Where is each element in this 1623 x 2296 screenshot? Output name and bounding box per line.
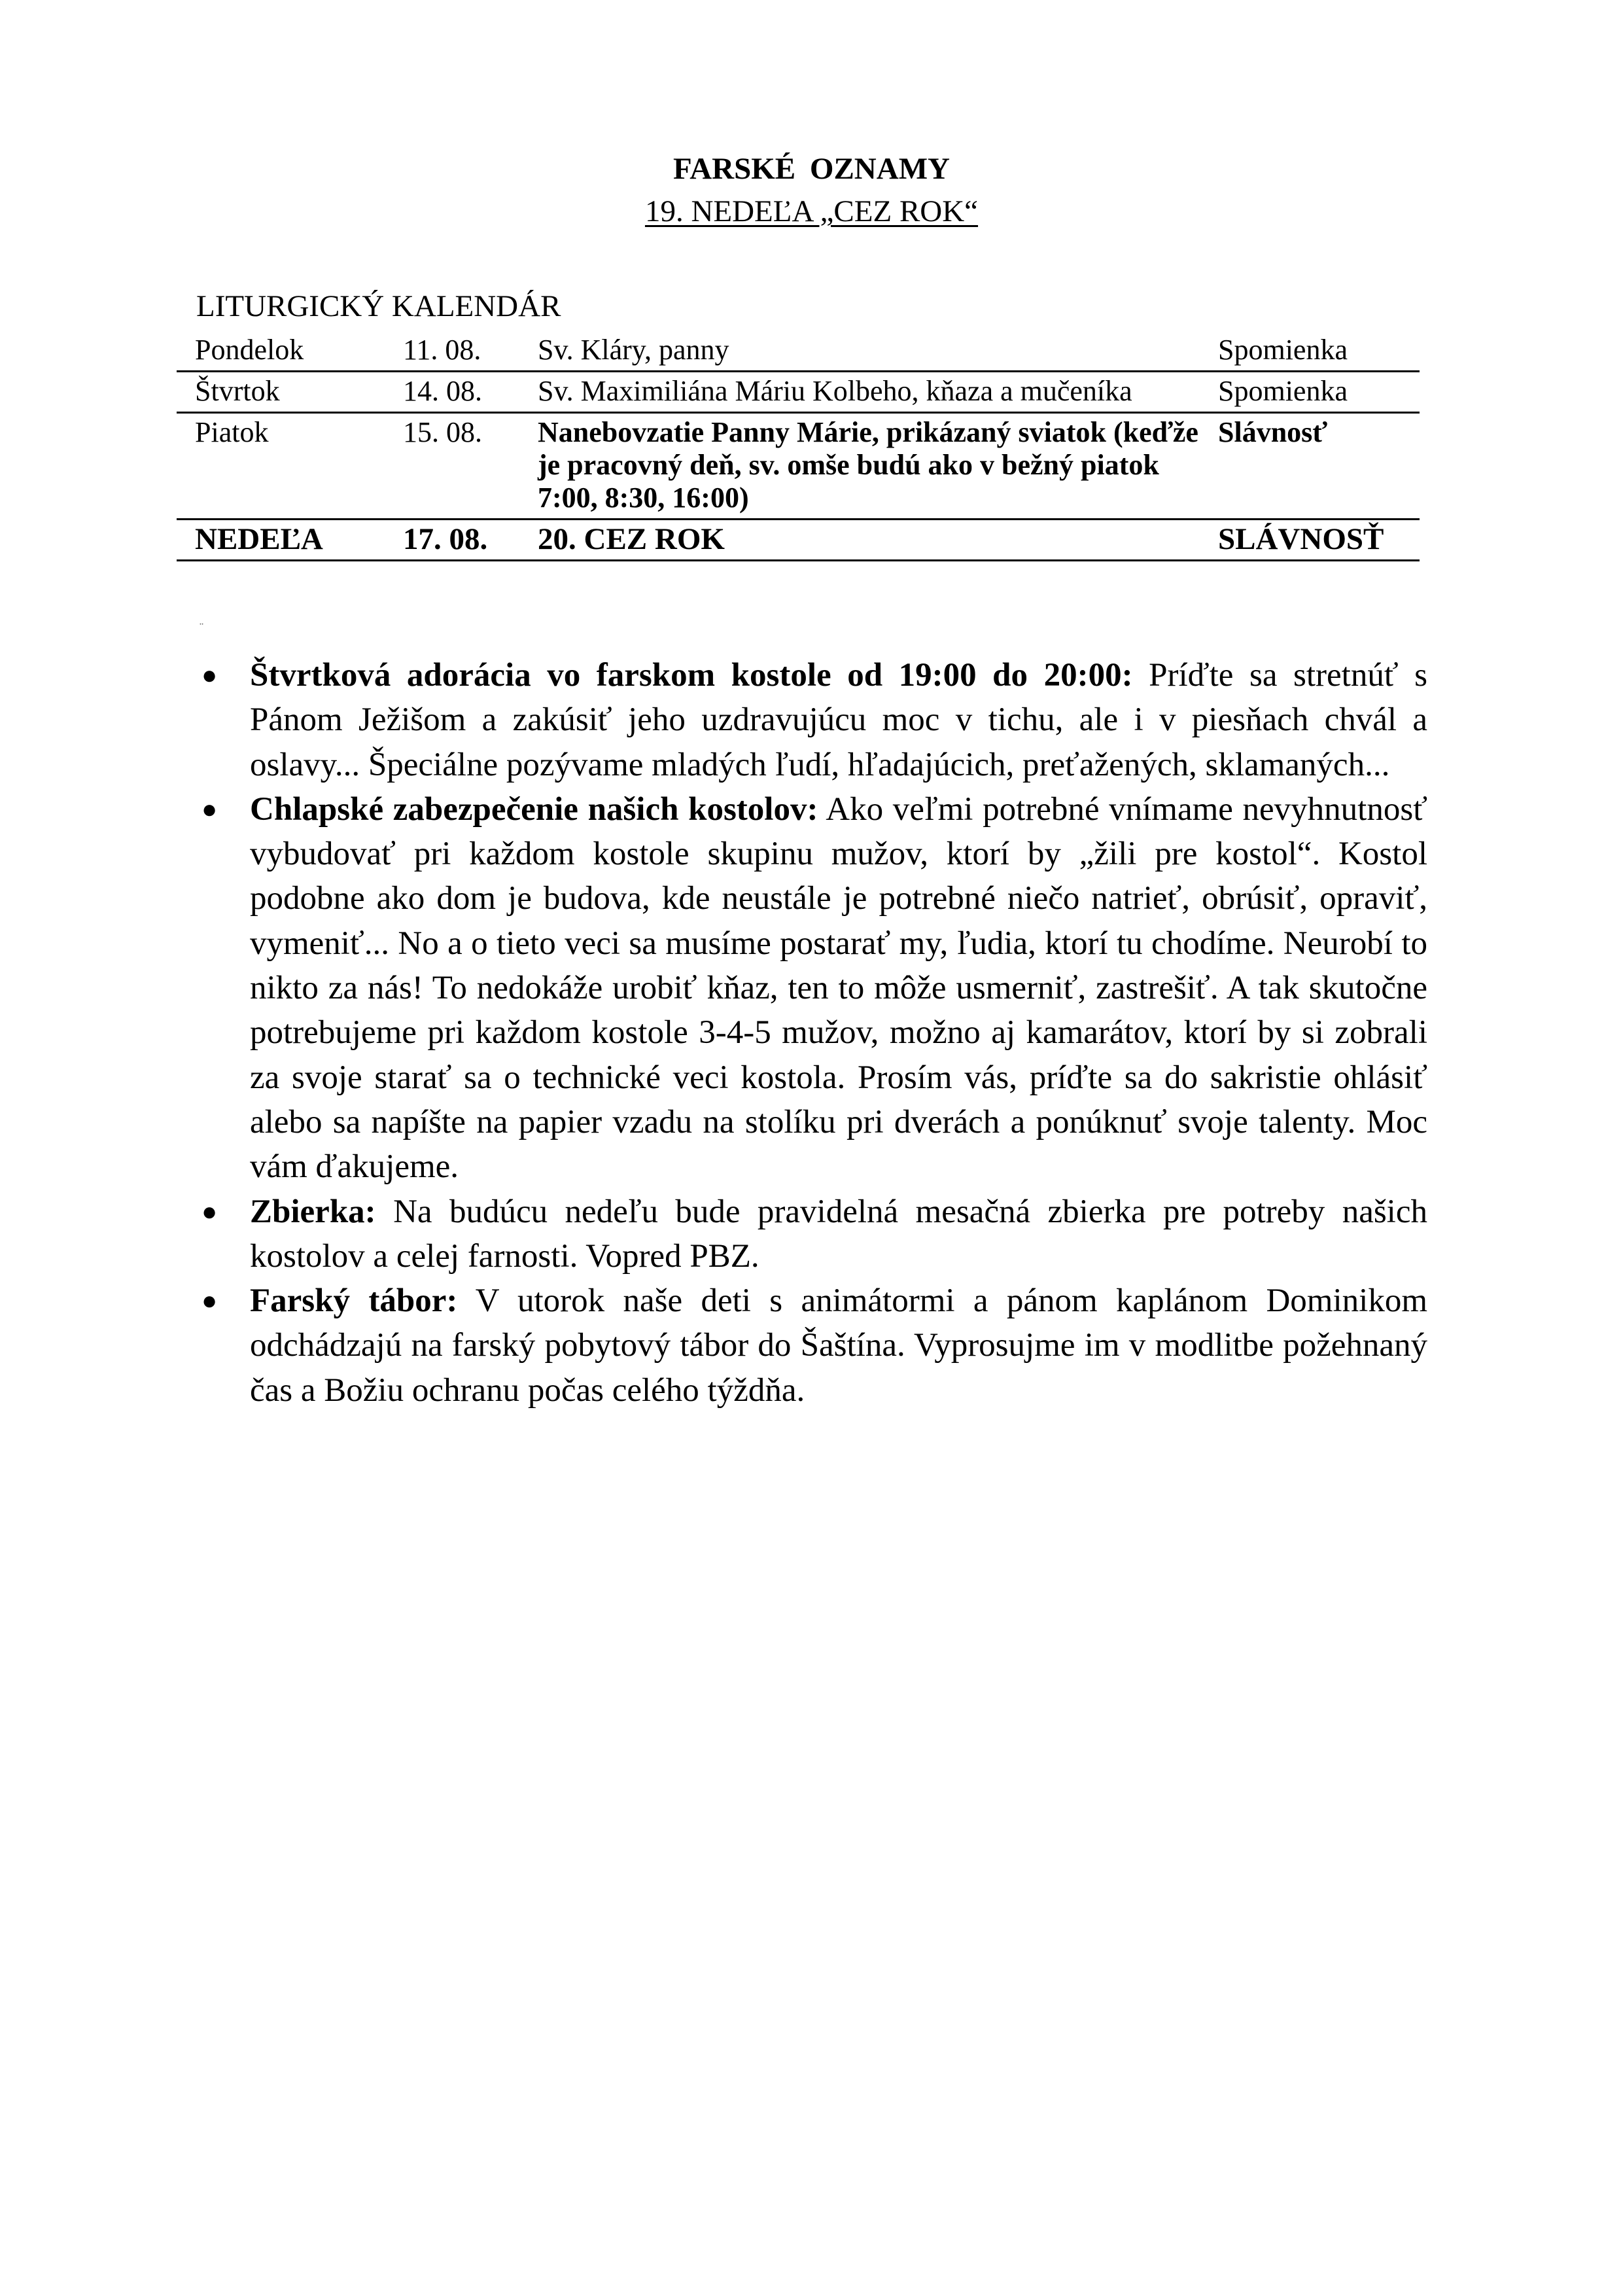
calendar-rank: Slávnosť — [1218, 413, 1420, 520]
calendar-description: Sv. Kláry, panny — [538, 331, 1218, 372]
announcement-item — [196, 1279, 1427, 1413]
calendar-row — [177, 331, 1420, 372]
page-subtitle — [0, 192, 1623, 231]
announcements-list — [196, 653, 1427, 1413]
announcement-title: Farský tábor: — [250, 1282, 458, 1320]
calendar-row — [177, 372, 1420, 413]
announcement-item — [196, 653, 1427, 787]
footnote-mark: ¨ — [200, 620, 203, 633]
calendar-rank: SLÁVNOSŤ — [1218, 520, 1420, 561]
calendar-row-sunday — [177, 520, 1420, 561]
calendar-date: 14. 08. — [403, 372, 538, 413]
announcement-item — [196, 1190, 1427, 1279]
calendar-day: NEDEĽA — [177, 520, 403, 561]
announcement-text: Ako veľmi potrebné vnímame nevyhnutnosť vybudovať pri každom kostole skupinu mužov, ktorí by „žili pre kostol“. Kostol podobne ako dom je budova, kde neustále je potrebné niečo natrieť, obrúsiť, opraviť, vymeniť... No a o tieto veci sa musíme postarať my, ľudia, ktorí tu chodíme. Neurobí to nikto za nás! To nedokáže urobiť kňaz, ten to môže usmerniť, zastrešiť. A tak skutočne potrebujeme pri každom kostole 3-4-5 mužov, možno aj kamarátov, ktorí by si zobrali za svoje starať sa o technické veci kostola. Prosím vás, príďte sa do sakristie ohlásiť alebo sa napíšte na papier vzadu na stolíku pri dverách a ponúknuť svoje talenty. Moc vám ďakujeme. — [250, 790, 1427, 1186]
calendar-heading: LITURGICKÝ KALENDÁR — [196, 289, 561, 323]
calendar-day: Pondelok — [177, 331, 403, 372]
calendar-date: 11. 08. — [403, 331, 538, 372]
calendar-day: Štvrtok — [177, 372, 403, 413]
bullet-icon: ● — [201, 1196, 218, 1226]
calendar-description: Nanebovzatie Panny Márie, prikázaný sviatok (keďže je pracovný deň, sv. omše budú ako v bežný piatok 7:00, 8:30, 16:00) — [538, 413, 1218, 520]
calendar-description: Sv. Maximiliána Máriu Kolbeho, kňaza a mučeníka — [538, 372, 1218, 413]
calendar-day: Piatok — [177, 413, 403, 520]
announcement-title: Zbierka: — [250, 1193, 376, 1230]
calendar-description: 20. CEZ ROK — [538, 520, 1218, 561]
announcement-text: V utorok naše deti s animátormi a pánom kaplánom Dominikom odchádzajú na farský pobytový tábor do Šaštína. Vyprosujme im v modlitbe požehnaný čas a Božiu ochranu počas celého týždňa. — [250, 1282, 1427, 1409]
announcement-text: Na budúcu nedeľu bude pravidelná mesačná zbierka pre potreby našich kostolov a celej farnosti. Vopred PBZ. — [250, 1193, 1427, 1275]
announcement-text: Príďte sa stretnúť s Pánom Ježišom a zakúsiť jeho uzdravujúcu moc v tichu, ale i v piesňach chvál a oslavy... Špeciálne pozývame mladých ľudí, hľadajúcich, preťažených, sklamaných... — [250, 657, 1428, 783]
calendar-rank: Spomienka — [1218, 372, 1420, 413]
calendar-rank: Spomienka — [1218, 331, 1420, 372]
calendar-date: 15. 08. — [403, 413, 538, 520]
bullet-icon: ● — [201, 794, 218, 824]
page-subtitle-text: 19. NEDEĽA „CEZ ROK“ — [644, 194, 979, 228]
bullet-icon: ● — [201, 660, 218, 690]
bullet-icon: ● — [201, 1286, 218, 1316]
liturgical-calendar-table — [177, 331, 1420, 561]
announcement-item — [196, 787, 1427, 1190]
calendar-row — [177, 413, 1420, 520]
announcement-title: Chlapské zabezpečenie našich kostolov: — [250, 790, 818, 828]
announcement-title: Štvrtková adorácia vo farskom kostole od 19:00 do 20:00: — [250, 657, 1133, 694]
page-title: FARSKÉ OZNAMY — [673, 152, 950, 186]
calendar-date: 17. 08. — [403, 520, 538, 561]
